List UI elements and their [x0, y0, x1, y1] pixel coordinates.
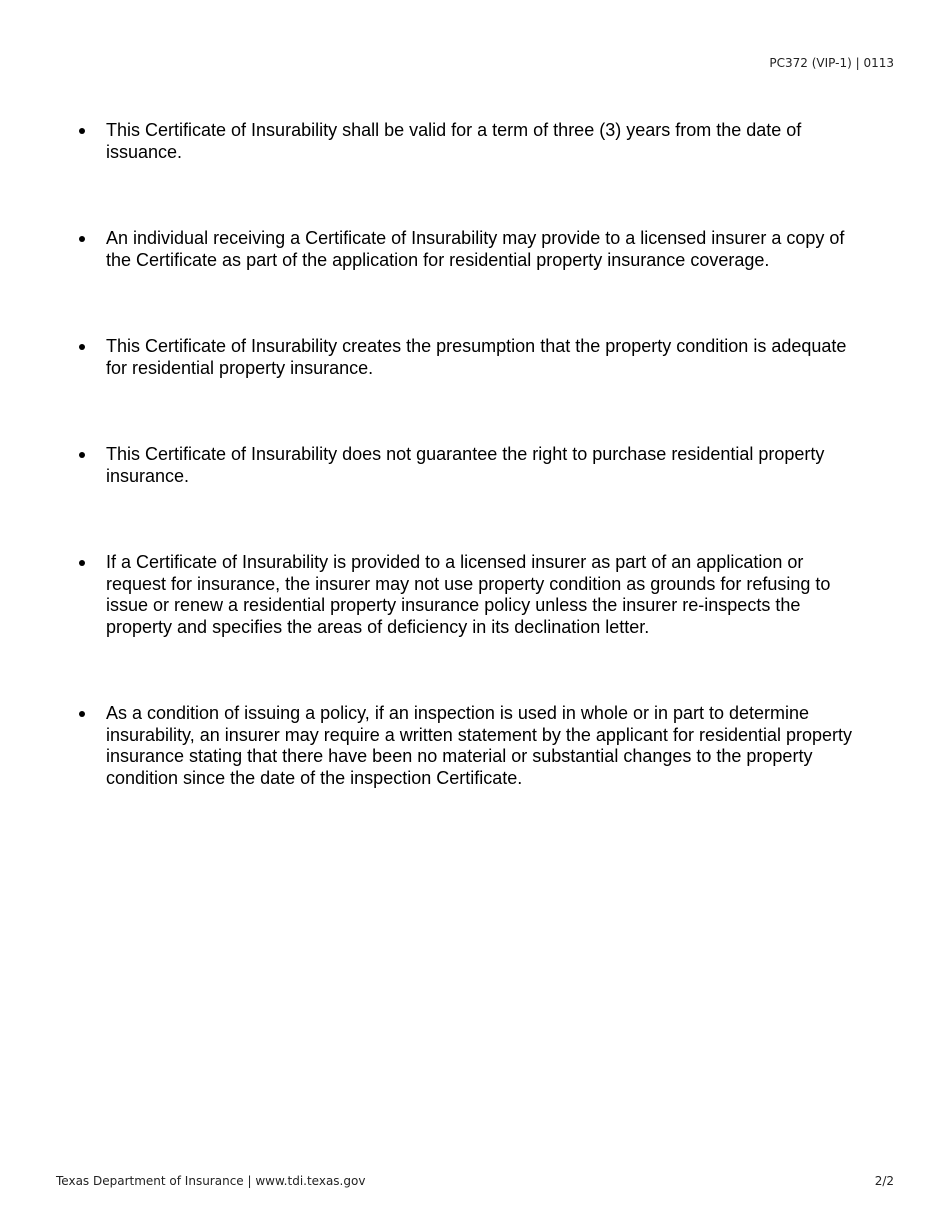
list-item-text: This Certificate of Insurability shall be valid for a term of three (3) years from the date of issuance. — [106, 120, 802, 162]
list-item — [0, 120, 950, 163]
footer-agency: Texas Department of Insurance | www.tdi.texas.gov — [56, 1174, 366, 1188]
list-item — [0, 552, 950, 638]
bullet-icon — [79, 452, 85, 458]
list-item — [0, 228, 950, 271]
list-item-text: This Certificate of Insurability creates the presumption that the property condition is adequate for residential property insurance. — [106, 336, 847, 378]
page-number: 2/2 — [874, 1174, 894, 1188]
list-item-text: This Certificate of Insurability does not guarantee the right to purchase residential property insurance. — [106, 444, 825, 486]
list-item-text: If a Certificate of Insurability is provided to a licensed insurer as part of an application or request for insurance, the insurer may not use property condition as grounds for refusing to issue or renew a residential property insurance policy unless the insurer re-inspects the property and specifies the areas of deficiency in its declination letter. — [106, 552, 831, 637]
bullet-icon — [79, 128, 85, 134]
bullet-icon — [79, 236, 85, 242]
bullet-icon — [79, 560, 85, 566]
list-item — [0, 336, 950, 379]
bullet-icon — [79, 344, 85, 350]
list-item — [0, 703, 950, 789]
conditions-list — [0, 120, 950, 789]
form-identifier: PC372 (VIP-1) | 0113 — [769, 56, 894, 70]
list-item-text: An individual receiving a Certificate of Insurability may provide to a licensed insurer a copy of the Certificate as part of the application for residential property insurance coverage. — [106, 228, 845, 270]
list-item — [0, 444, 950, 487]
list-item-text: As a condition of issuing a policy, if an inspection is used in whole or in part to determine insurability, an insurer may require a written statement by the applicant for residential property insurance stating that there have been no material or substantial changes to the property condition since the date of the inspection Certificate. — [106, 703, 853, 788]
bullet-icon — [79, 711, 85, 717]
